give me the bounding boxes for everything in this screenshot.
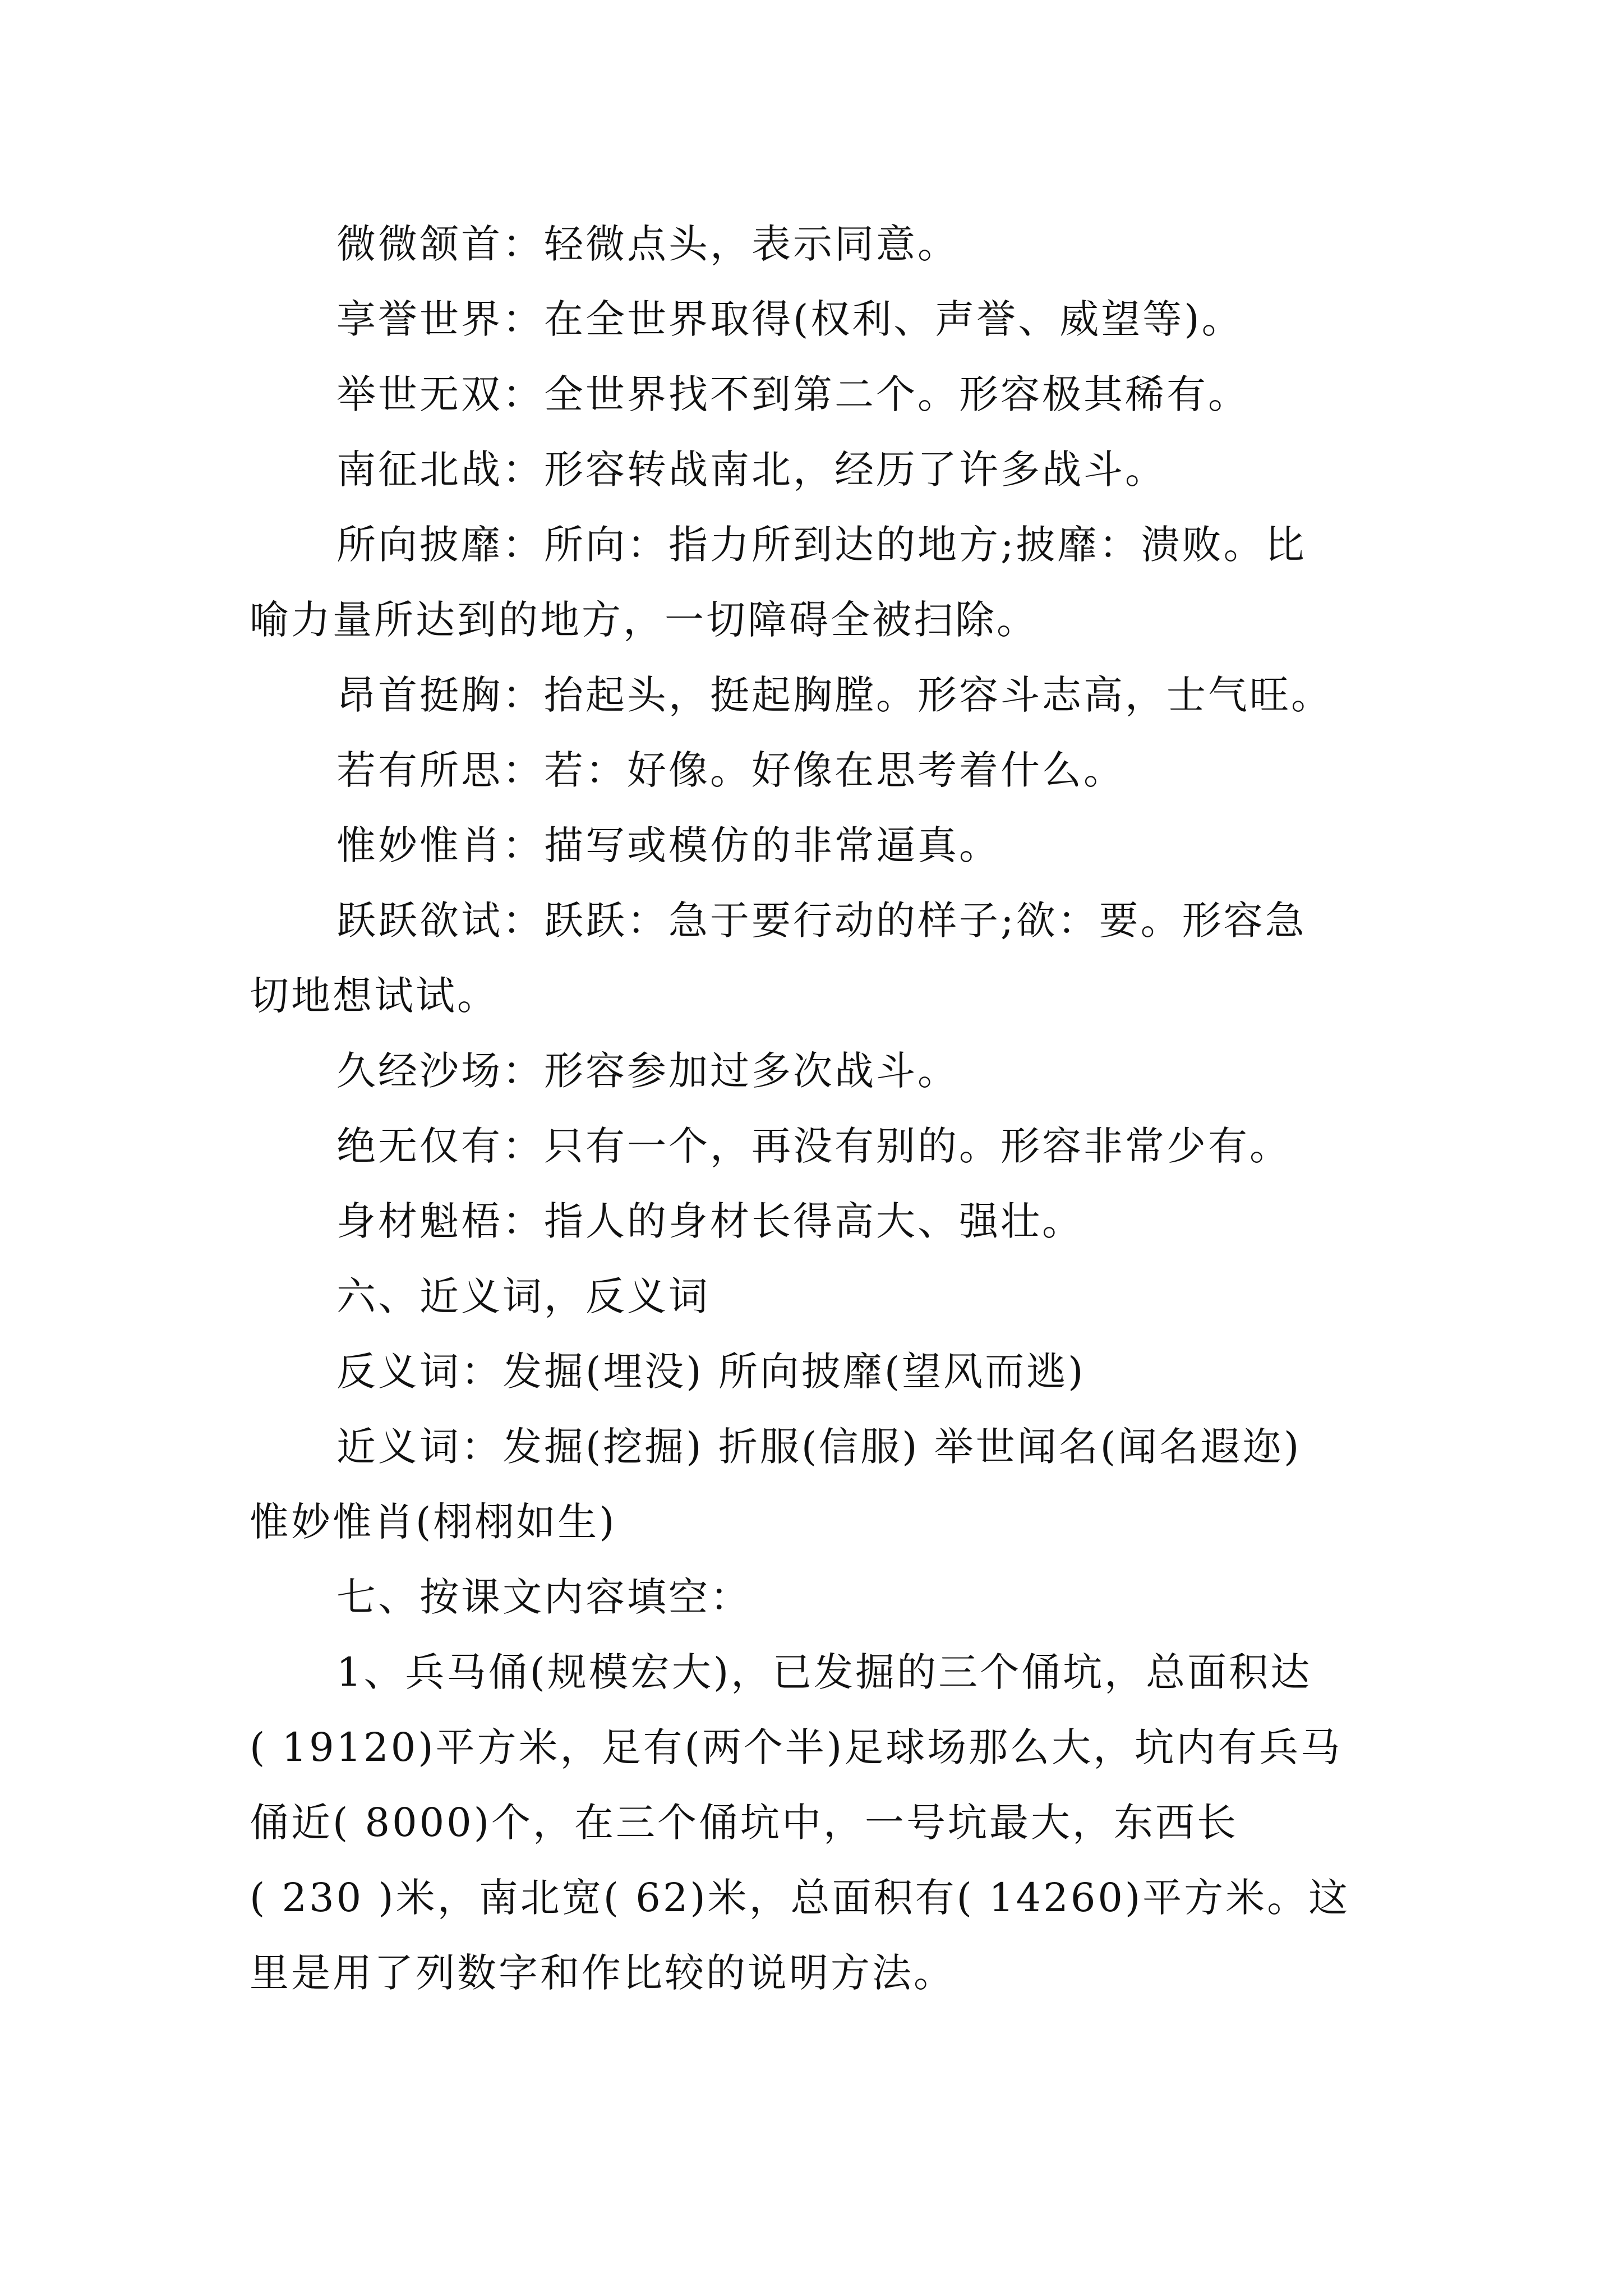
paragraph-juewu-jinyou: [250, 1108, 1385, 1184]
text-line: 久经沙场：形容参加过多次战斗。: [336, 1048, 959, 1094]
paragraph-synonyms: [250, 1409, 1385, 1559]
text-line: 所向披靡：所向：指力所到达的地方;披靡：溃败。比: [336, 522, 1307, 568]
paragraph-weimiao-weixiao: [250, 808, 1385, 883]
text-line: 反义词：发掘(埋没) 所向披靡(望风而逃): [336, 1349, 1086, 1395]
text-line: 七、按课文内容填空：: [336, 1574, 751, 1620]
text-line: ( 230 )米，南北宽( 62)米，总面积有( 14260)平方米。这: [250, 1875, 1350, 1921]
paragraph-suoxiang-pimi: [250, 507, 1385, 657]
paragraph-weiwei-hanshou: [250, 206, 1385, 282]
text-line: 举世无双：全世界找不到第二个。形容极其稀有。: [336, 371, 1249, 417]
text-line: 近义词：发掘(挖掘) 折服(信服) 举世闻名(闻名遐迩): [336, 1424, 1302, 1470]
text-line: 里是用了列数字和作比较的说明方法。: [250, 1950, 955, 1996]
paragraph-antonyms: [250, 1334, 1385, 1409]
text-line: 1、兵马俑(规模宏大)，已发掘的三个俑坑，总面积达: [336, 1649, 1312, 1695]
text-line: 若有所思：若：好像。好像在思考着什么。: [336, 747, 1125, 793]
paragraph-jushi-wushuang: [250, 357, 1385, 432]
section-heading-fill-in: [250, 1559, 1385, 1635]
paragraph-nanzheng-beizhan: [250, 432, 1385, 507]
text-line: 享誉世界：在全世界取得(权利、声誉、威望等)。: [336, 296, 1243, 342]
text-line: 喻力量所达到的地方，一切障碍全被扫除。: [250, 597, 1038, 643]
paragraph-yueyue-yushi: [250, 883, 1385, 1033]
text-line: ( 19120)平方米，足有(两个半)足球场那么大，坑内有兵马: [250, 1724, 1343, 1770]
text-line: 南征北战：形容转战南北，经历了许多战斗。: [336, 447, 1166, 493]
paragraph-shencai-kuiwu: [250, 1184, 1385, 1259]
paragraph-ruoyou-suosi: [250, 733, 1385, 808]
text-line: 跃跃欲试：跃跃：急于要行动的样子;欲：要。形容急: [336, 898, 1307, 944]
text-line: 昂首挺胸：抬起头，挺起胸膛。形容斗志高，士气旺。: [336, 672, 1332, 718]
text-line: 切地想试试。: [250, 973, 499, 1019]
text-line: 俑近( 8000)个，在三个俑坑中，一号坑最大，东西长: [250, 1800, 1239, 1846]
text-line: 惟妙惟肖：描写或模仿的非常逼真。: [336, 822, 1000, 868]
paragraph-jiujing-shachang: [250, 1033, 1385, 1108]
document-body: [250, 206, 1385, 2010]
paragraph-angshou-tingxiong: [250, 657, 1385, 733]
text-line: 六、近义词，反义词: [336, 1273, 710, 1319]
paragraph-xiangyu-shijie: [250, 282, 1385, 357]
text-line: 微微颔首：轻微点头，表示同意。: [336, 221, 959, 267]
text-line: 惟妙惟肖(栩栩如生): [250, 1499, 617, 1545]
section-heading-synonyms-antonyms: [250, 1259, 1385, 1334]
paragraph-fill-in-item-1: [250, 1635, 1385, 2010]
text-line: 绝无仅有：只有一个，再没有别的。形容非常少有。: [336, 1123, 1291, 1169]
text-line: 身材魁梧：指人的身材长得高大、强壮。: [336, 1198, 1083, 1244]
